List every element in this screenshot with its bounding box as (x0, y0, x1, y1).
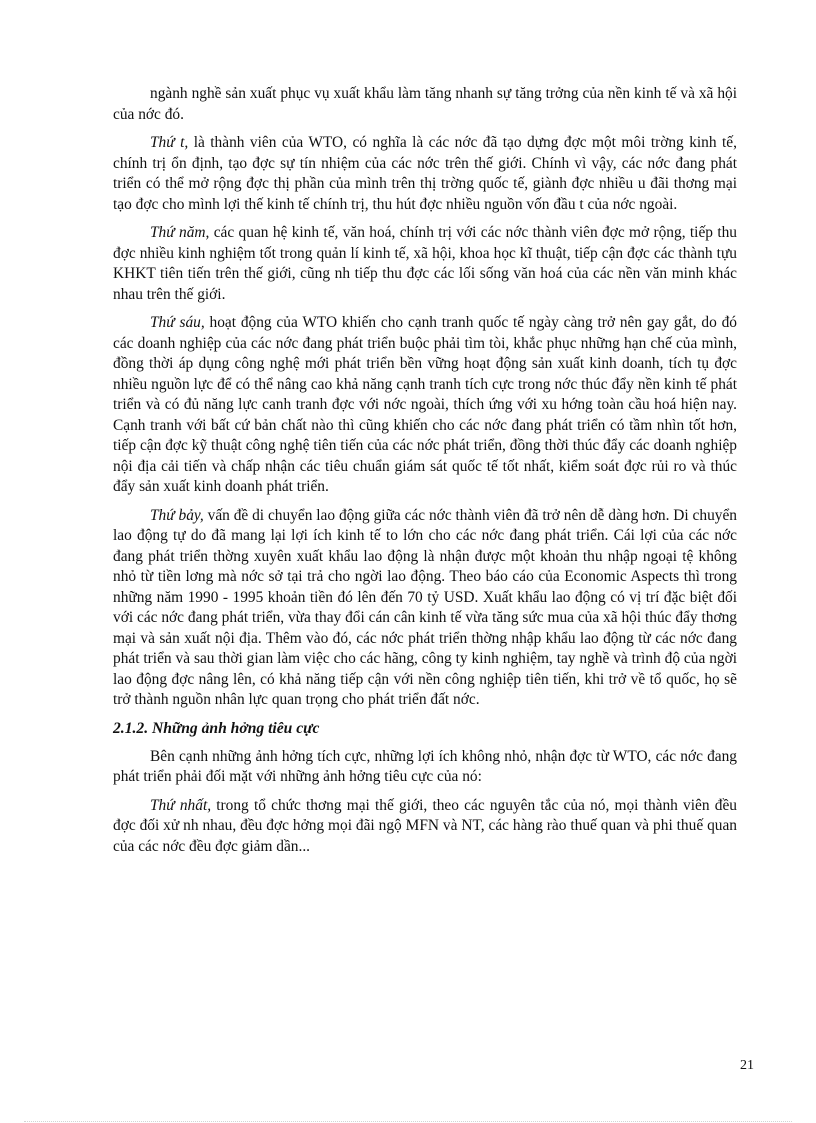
section-heading: 2.1.2. Những ảnh hởng tiêu cực (113, 719, 320, 737)
paragraph-intro-negative: Bên cạnh những ảnh hởng tích cực, những lợi ích không nhỏ, nhận đợc từ WTO, các nớc đang phát triển phải đối mặt với những ảnh hởng tiêu cực của nó: (113, 747, 737, 785)
paragraph-body: trong tổ chức thơng mại thế giới, theo các nguyên tắc của nó, mọi thành viên đều đợc đối xử nh nhau, đều đợc hởng mọi đãi ngộ MFN và NT, các hàng rào thuế quan và phi thuế quan của các nớc đều đợc giảm dần... (113, 796, 737, 855)
paragraph-thu-nhat (113, 796, 737, 858)
paragraph-lead: Thứ năm, (150, 224, 210, 241)
paragraph-body: hoạt động của WTO khiến cho cạnh tranh quốc tế ngày càng trở nên gay gắt, do đó các doanh nghiệp của các nớc đang phát triển buộc phải tìm tòi, khắc phục những hạn chế của mình, đồng thời áp dụng công nghệ mới phát triển bền vững hoạt động sản xuất kinh doanh, tích tụ đợc nhiều nguồn lực để có thể nâng cao khả năng cạnh tranh tích cực trong nớc thúc đẩy nền kinh tế phát triển và có đủ năng lực canh tranh đợc với nớc ngoài, thích ứng với xu hớng toàn cầu hoá hiện nay. Cạnh tranh với bất cứ bản chất nào thì cũng khiến cho các nớc đang phát triển có tầm nhìn tốt hơn, tiếp cận đợc kỹ thuật công nghệ tiên tiến của các nớc phát triển, đồng thời thúc đẩy các doanh nghiệp nội địa cải tiến và chấp nhận các tiêu chuẩn giám sát quốc tế tốt nhất, kiểm soát đợc rủi ro và thúc đẩy sản xuất kinh doanh phát triển. (113, 314, 737, 495)
paragraph-body: là thành viên của WTO, có nghĩa là các nớc đã tạo dựng đợc một môi trờng kinh tế, chính trị ổn định, tạo đợc sự tín nhiệm của các nớc trên thế giới. Chính vì vậy, các nớc đang phát triển có thể mở rộng đợc thị phần của mình trên thị trờng quốc tế, giành đợc nhiều u đãi thơng mại tạo đợc cho mình lợi thế kinh tế chính trị, thu hút đợc nhiều nguồn vốn đầu t của nớc ngoài. (113, 134, 737, 213)
paragraph-body: các quan hệ kinh tế, văn hoá, chính trị với các nớc thành viên đợc mở rộng, tiếp thu đợc nhiều kinh nghiệm tốt trong quản lí kinh tế, xã hội, khoa học kĩ thuật, tiếp cận đợc các thành tựu KHKT tiên tiến trên thế giới, cũng nh tiếp thu đợc các lối sống văn hoá của các nền văn minh khác nhau trên thế giới. (113, 224, 737, 303)
paragraph-thu-sau (113, 313, 737, 498)
document-page (113, 84, 737, 865)
paragraph-lead: Thứ sáu, (150, 314, 205, 331)
paragraph-lead: Thứ t, (150, 134, 189, 151)
paragraph-thu-tu (113, 133, 737, 215)
paragraph-continuation: ngành nghề sản xuất phục vụ xuất khẩu làm tăng nhanh sự tăng trởng của nền kinh tế và xã hội của nớc đó. (113, 85, 737, 123)
page-bottom-rule (24, 1121, 792, 1122)
paragraph-lead: Thứ bảy, (150, 506, 204, 524)
paragraph-thu-nam (113, 223, 737, 305)
paragraph-thu-bay (113, 506, 737, 711)
paragraph-lead: Thứ nhất, (150, 796, 212, 814)
page-number: 21 (740, 1058, 754, 1073)
paragraph-body: vấn đề di chuyển lao động giữa các nớc thành viên đã trở nên dễ dàng hơn. Di chuyển lao động tự do đã mang lại lợi ích kinh tế to lớn cho các nớc đang phát triển. Cái lợi của các nớc đang phát triển thờng xuyên xuất khẩu lao động là nhận được một khoản thu nhập ngoại tệ không nhỏ từ tiền lơng mà nớc sở tại trả cho ngời lao động. Theo báo cáo của Economic Aspects thì trong những năm 1990 - 1995 khoản tiền đó lên đến 70 tỷ USD. Xuất khẩu lao động có vị trí đặc biệt đối với các nớc đang phát triển, vừa thay đổi cán cân kinh tế vừa tăng sức mua của xã hội thúc đẩy thơng mại và sản xuất nội địa. Thêm vào đó, các nớc phát triển thờng nhập khẩu lao động từ các nớc đang phát triển và sau thời gian làm việc cho các hãng, công ty kinh nghiệm, tay nghề và trình độ của ngời lao động đợc nâng lên, có khả năng tiếp cận với nền công nghiệp tiên tiến, khi trở về tổ quốc, họ sẽ trở thành nguồn nhân lực quan trọng cho phát triển đất nớc. (113, 506, 737, 708)
